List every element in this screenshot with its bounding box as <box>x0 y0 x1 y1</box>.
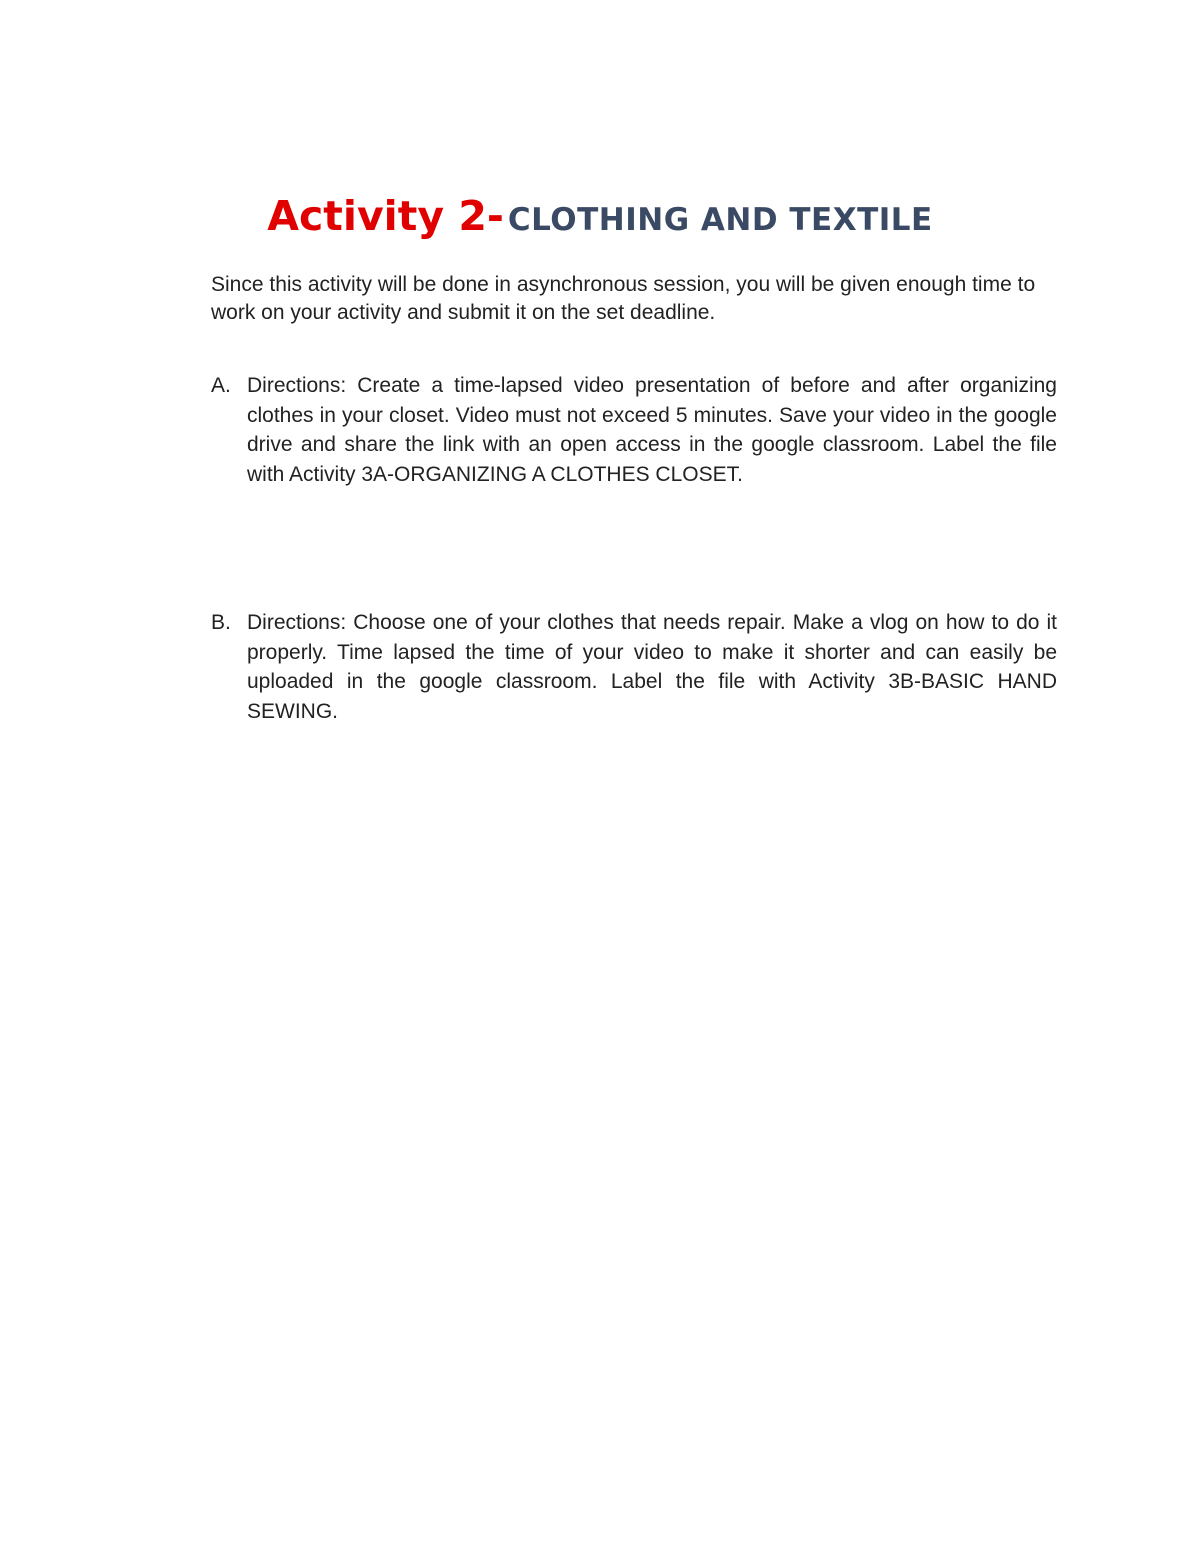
directions-text: Directions: Create a time-lapsed video presentation of before and after organizing clothes in your closet. Video must not exceed 5 minutes. Save your video in the google drive and share the link with an open access in the google classroom. Label the file with Activity 3A-ORGANIZING A CLOTHES CLOSET. <box>247 374 1057 486</box>
directions-item-b <box>211 608 1057 726</box>
page-title <box>0 192 1200 240</box>
title-prefix: Activity 2- <box>267 192 504 240</box>
directions-text: Directions: Choose one of your clothes that needs repair. Make a vlog on how to do it properly. Time lapsed the time of your video to make it shorter and can easily be uploaded in the google classroom. Label the file with Activity 3B-BASIC HAND SEWING. <box>247 611 1057 723</box>
title-main: CLOTHING AND TEXTILE <box>507 202 933 238</box>
intro-paragraph: Since this activity will be done in asynchronous session, you will be given enough time to work on your activity and submit it on the set deadline. <box>211 273 1036 324</box>
list-marker: A. <box>211 374 231 397</box>
directions-item-a <box>211 371 1057 489</box>
list-marker: B. <box>211 611 231 634</box>
